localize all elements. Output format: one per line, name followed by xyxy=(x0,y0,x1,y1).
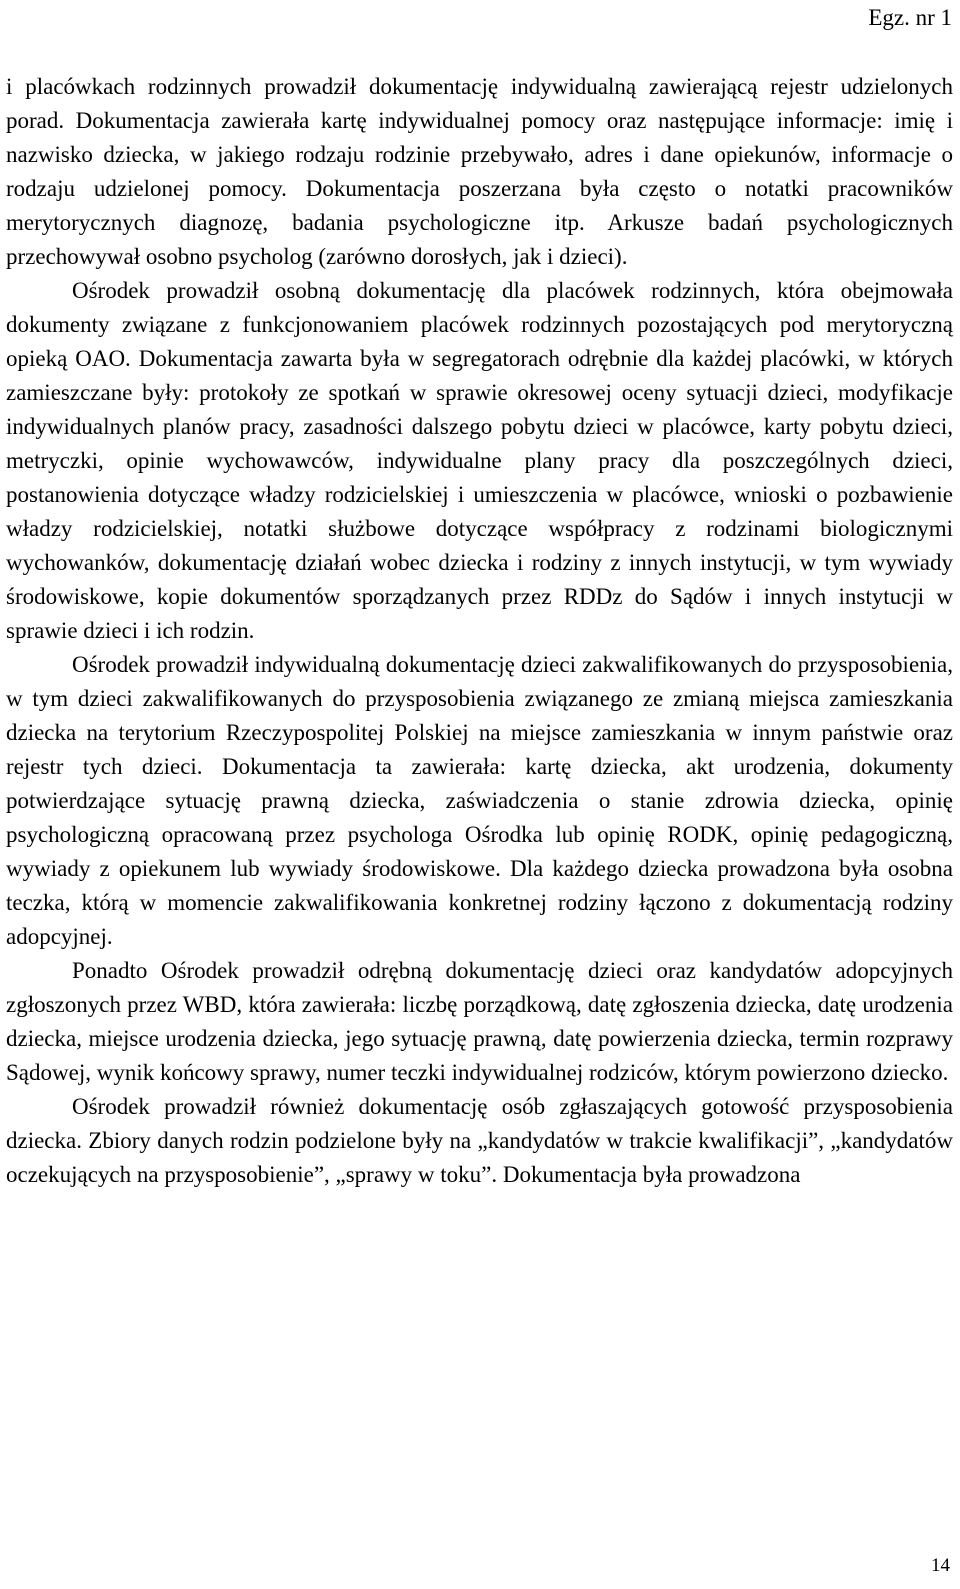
page-number: 14 xyxy=(931,1555,950,1576)
paragraph-applicants: Ośrodek prowadził również dokumentację osób zgłaszających gotowość przysposobienia dziecka. Zbiory danych rodzin podzielone były na „kandydatów w trakcie kwalifikacji”, „kandydatów oczekujących na przysposobienie”, „sprawy w toku”. Dokumentacja była prowadzona xyxy=(6,1094,953,1187)
copy-number-label: Egz. nr 1 xyxy=(868,5,952,30)
paragraph-continuation: i placówkach rodzinnych prowadził dokumentację indywidualną zawierającą rejestr udzielonych porad. Dokumentacja zawierała kartę indywidualnej pomocy oraz następujące informacje: imię i nazwisko dziecka, w jakiego rodzaju rodzinie przebywało, adres i dane opiekunów, informacje o rodzaju udzielonej pomocy. Dokumentacja poszerzana była często o notatki pracowników merytorycznych diagnozę, badania psychologiczne itp. Arkusze badań psychologicznych przechowywał osobno psycholog (zarówno dorosłych, jak i dzieci). xyxy=(6,74,953,269)
paragraph-adoption-qualified-children: Ośrodek prowadził indywidualną dokumentację dzieci zakwalifikowanych do przysposobienia, w tym dzieci zakwalifikowanych do przysposobienia związanego ze zmianą miejsca zamieszkania dziecka na terytorium Rzeczypospolitej Polskiej na miejsce zamieszkania w innym państwie oraz rejestr tych dzieci. Dokumentacja ta zawierała: kartę dziecka, akt urodzenia, dokumenty potwierdzające sytuację prawną dziecka, zaświadczenia o stanie zdrowia dziecka, opinię psychologiczną opracowaną przez psychologa Ośrodka lub opinię RODK, opinię pedagogiczną, wywiady z opiekunem lub wywiady środowiskowe. Dla każdego dziecka prowadzona była osobna teczka, którą w momencie zakwalifikowania konkretnej rodziny łączono z dokumentacją rodziny adopcyjnej. xyxy=(6,652,953,949)
paragraph-wbd-candidates: Ponadto Ośrodek prowadził odrębną dokumentację dzieci oraz kandydatów adopcyjnych zgłoszonych przez WBD, która zawierała: liczbę porządkową, datę zgłoszenia dziecka, datę urodzenia dziecka, miejsce urodzenia dziecka, jego sytuację prawną, datę powierzenia dziecka, termin rozprawy Sądowej, wynik końcowy sprawy, numer teczki indywidualnej rodziców, którym powierzono dziecko. xyxy=(6,958,953,1085)
paragraph-family-facilities: Ośrodek prowadził osobną dokumentację dla placówek rodzinnych, która obejmowała dokumenty związane z funkcjonowaniem placówek rodzinnych pozostających pod merytoryczną opieką OAO. Dokumentacja zawarta była w segregatorach odrębnie dla każdej placówki, w których zamieszczane były: protokoły ze spotkań w sprawie okresowej oceny sytuacji dzieci, modyfikacje indywidualnych planów pracy, zasadności dalszego pobytu dzieci w placówce, karty pobytu dzieci, metryczki, opinie wychowawców, indywidualne plany pracy dla poszczególnych dzieci, postanowienia dotyczące władzy rodzicielskiej i umieszczenia w placówce, wnioski o pozbawienie władzy rodzicielskiej, notatki służbowe dotyczące współpracy z rodzinami biologicznymi wychowanków, dokumentację działań wobec dziecka i rodziny z innych instytucji, w tym wywiady środowiskowe, kopie dokumentów sporządzanych przez RDDz do Sądów i innych instytucji w sprawie dzieci i ich rodzin. xyxy=(6,278,953,643)
document-body xyxy=(6,70,953,1192)
